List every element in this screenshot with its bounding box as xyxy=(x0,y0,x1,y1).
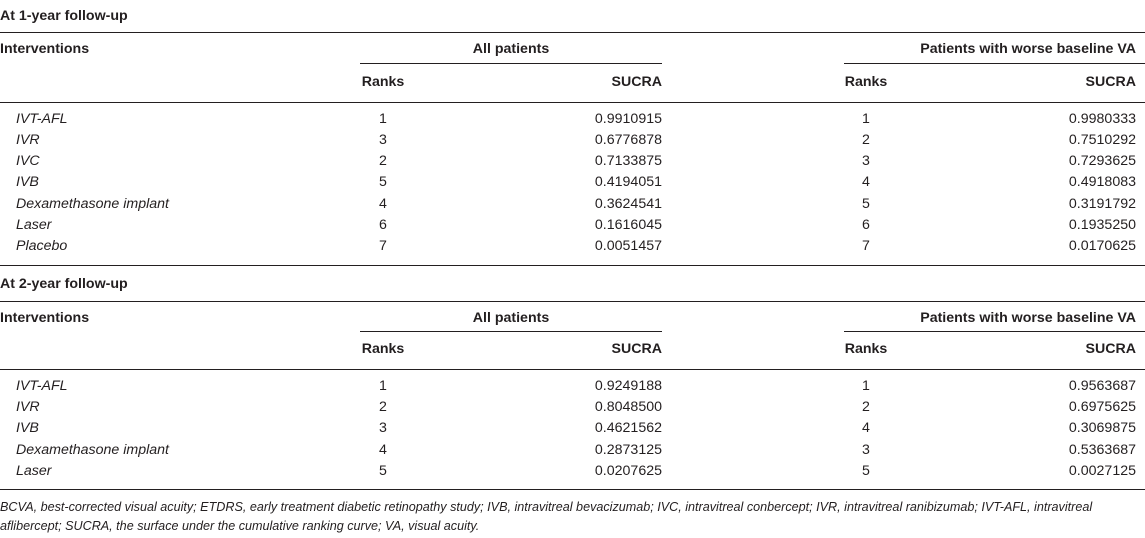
table-rule xyxy=(0,489,1145,490)
intervention-cell: Dexamethasone implant xyxy=(16,196,169,212)
group-rule-all-patients xyxy=(360,63,662,64)
sucra-cell: 0.9910915 xyxy=(594,111,662,127)
table-rule xyxy=(0,102,1145,103)
sucra-cell: 0.7293625 xyxy=(1068,153,1136,169)
column-header-sucra: SUCRA xyxy=(1085,341,1136,357)
sucra-cell: 0.4621562 xyxy=(594,420,662,436)
column-header-interventions: Interventions xyxy=(0,41,90,57)
rank-cell: 5 xyxy=(379,174,387,190)
column-header-ranks: Ranks xyxy=(844,341,888,357)
rank-cell: 7 xyxy=(379,238,387,254)
sucra-cell: 0.2873125 xyxy=(594,442,662,458)
rank-cell: 3 xyxy=(862,153,870,169)
sucra-cell: 0.4194051 xyxy=(594,174,662,190)
rank-cell: 3 xyxy=(862,442,870,458)
intervention-cell: IVT-AFL xyxy=(16,111,68,127)
sucra-cell: 0.3624541 xyxy=(594,196,662,212)
sucra-cell: 0.0051457 xyxy=(594,238,662,254)
group-rule-worse-va xyxy=(844,63,1145,64)
column-header-worse-va: Patients with worse baseline VA xyxy=(920,310,1136,326)
intervention-cell: Placebo xyxy=(16,238,68,254)
intervention-cell: IVB xyxy=(16,174,39,190)
rank-cell: 4 xyxy=(379,196,387,212)
intervention-cell: IVR xyxy=(16,132,40,148)
table-footnote: BCVA, best-corrected visual acuity; ETDRS, early treatment diabetic retinopathy study; IVB, intravitreal bevacizumab; IVC, intravitreal conbercept; IVR, intravitreal ranibizumab; IVT-AFL, intravitreal aflibercept; SUCRA, the surface under the cumulative ranking curve; VA, visual acuity. xyxy=(0,500,1093,533)
column-header-ranks: Ranks xyxy=(361,74,405,90)
section-title: At 2-year follow-up xyxy=(0,276,128,292)
rank-cell: 7 xyxy=(862,238,870,254)
column-header-ranks: Ranks xyxy=(844,74,888,90)
sucra-cell: 0.0207625 xyxy=(594,463,662,479)
sucra-cell: 0.3069875 xyxy=(1068,420,1136,436)
sucra-cell: 0.5363687 xyxy=(1068,442,1136,458)
rank-cell: 6 xyxy=(379,217,387,233)
table-rule xyxy=(0,265,1145,266)
rank-cell: 3 xyxy=(379,420,387,436)
rank-cell: 6 xyxy=(862,217,870,233)
rank-cell: 1 xyxy=(862,111,870,127)
sucra-cell: 0.0170625 xyxy=(1068,238,1136,254)
rank-cell: 2 xyxy=(862,132,870,148)
sucra-cell: 0.8048500 xyxy=(594,399,662,415)
table-rule xyxy=(0,32,1145,33)
sucra-cell: 0.9980333 xyxy=(1068,111,1136,127)
rank-cell: 1 xyxy=(862,378,870,394)
sucra-cell: 0.3191792 xyxy=(1068,196,1136,212)
sucra-cell: 0.6975625 xyxy=(1068,399,1136,415)
rank-cell: 4 xyxy=(862,420,870,436)
intervention-cell: IVR xyxy=(16,399,40,415)
column-header-sucra: SUCRA xyxy=(1085,74,1136,90)
rank-cell: 2 xyxy=(379,399,387,415)
column-header-sucra: SUCRA xyxy=(611,74,662,90)
group-rule-all-patients xyxy=(360,331,662,332)
column-header-sucra: SUCRA xyxy=(611,341,662,357)
sucra-cell: 0.7133875 xyxy=(594,153,662,169)
rank-cell: 5 xyxy=(862,196,870,212)
sucra-cell: 0.7510292 xyxy=(1068,132,1136,148)
intervention-cell: Dexamethasone implant xyxy=(16,442,169,458)
column-header-worse-va: Patients with worse baseline VA xyxy=(920,41,1136,57)
intervention-cell: IVB xyxy=(16,420,39,436)
sucra-cell: 0.1935250 xyxy=(1068,217,1136,233)
column-header-interventions: Interventions xyxy=(0,310,90,326)
section-title: At 1-year follow-up xyxy=(0,8,128,24)
sucra-cell: 0.4918083 xyxy=(1068,174,1136,190)
table-rule xyxy=(0,369,1145,370)
column-header-all-patients: All patients xyxy=(472,310,550,326)
rank-cell: 4 xyxy=(862,174,870,190)
sucra-cell: 0.1616045 xyxy=(594,217,662,233)
sucra-cell: 0.6776878 xyxy=(594,132,662,148)
intervention-cell: IVC xyxy=(16,153,40,169)
sucra-cell: 0.9249188 xyxy=(594,378,662,394)
rank-cell: 2 xyxy=(862,399,870,415)
column-header-ranks: Ranks xyxy=(361,341,405,357)
sucra-cell: 0.0027125 xyxy=(1068,463,1136,479)
rank-cell: 1 xyxy=(379,378,387,394)
intervention-cell: Laser xyxy=(16,463,52,479)
table-rule xyxy=(0,301,1145,302)
sucra-cell: 0.9563687 xyxy=(1068,378,1136,394)
intervention-cell: IVT-AFL xyxy=(16,378,68,394)
column-header-all-patients: All patients xyxy=(472,41,550,57)
rank-cell: 3 xyxy=(379,132,387,148)
rank-cell: 1 xyxy=(379,111,387,127)
rank-cell: 2 xyxy=(379,153,387,169)
rank-cell: 5 xyxy=(862,463,870,479)
rank-cell: 5 xyxy=(379,463,387,479)
rank-cell: 4 xyxy=(379,442,387,458)
group-rule-worse-va xyxy=(844,331,1145,332)
intervention-cell: Laser xyxy=(16,217,52,233)
